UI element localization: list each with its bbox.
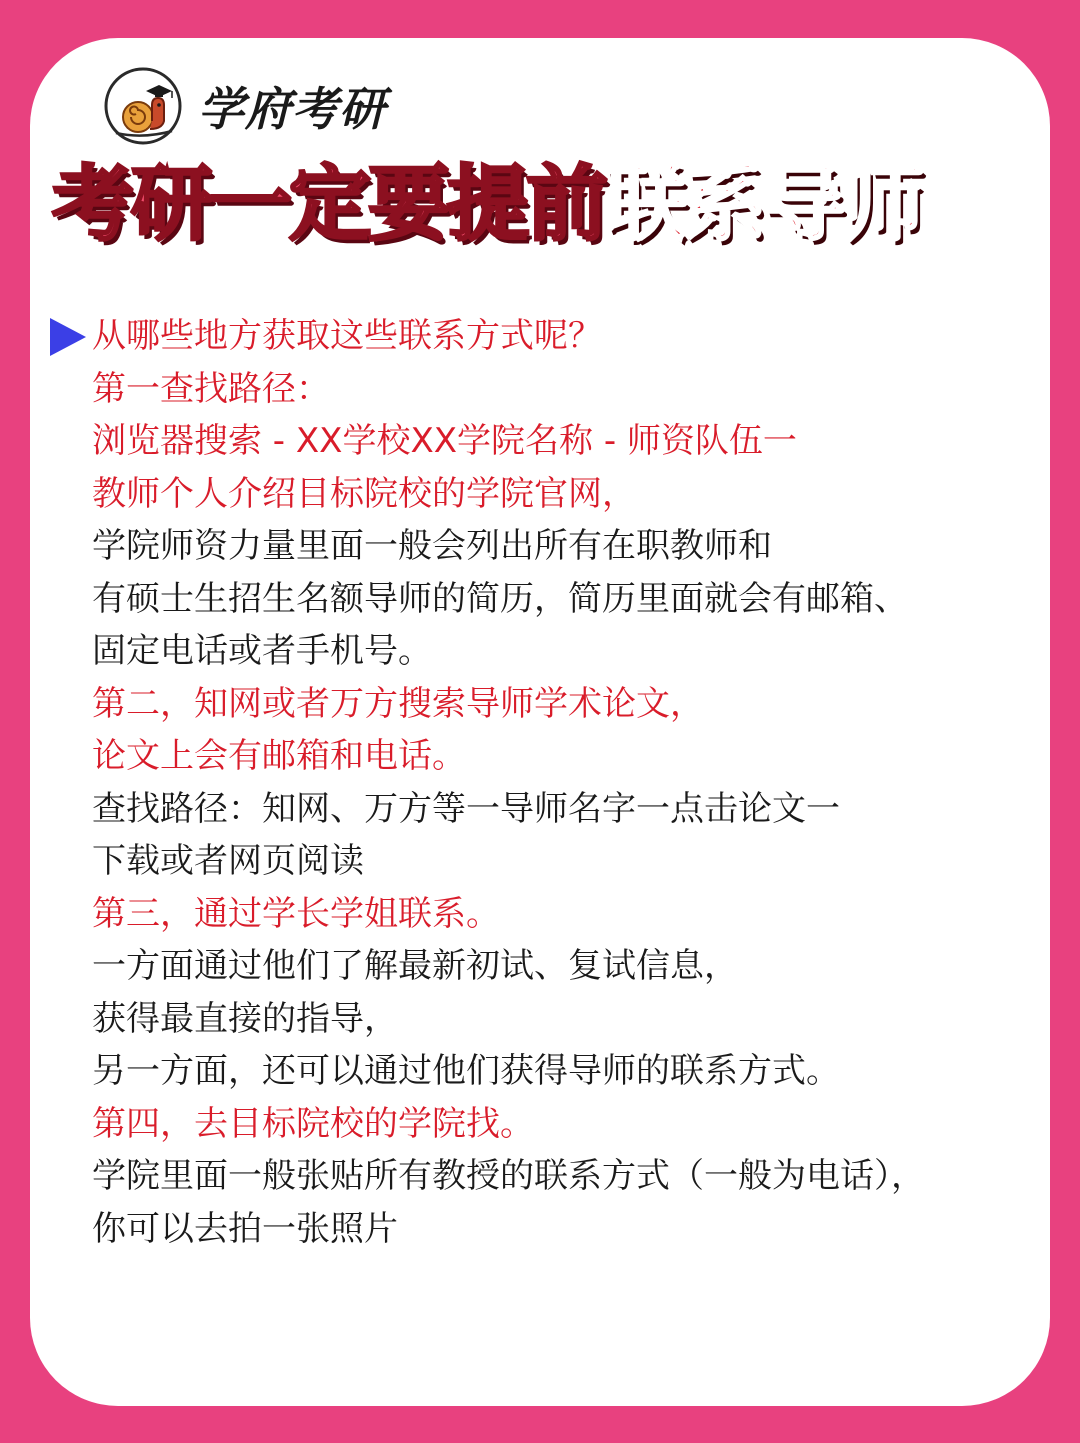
text-line: 获得最直接的指导，	[92, 998, 398, 1039]
text-line: 论文上会有邮箱和电话。	[92, 736, 466, 776]
text-line: 从哪些地方获取这些联系方式呢？	[92, 316, 602, 356]
text-line: 一方面通过他们了解最新初试、复试信息，	[92, 946, 738, 986]
page-title	[52, 150, 1042, 260]
brand-name: 学府考研	[198, 82, 386, 136]
text-line: 浏览器搜索 - XX学校XX学院名称 - 师资队伍一	[92, 421, 797, 461]
text-line: 固定电话或者手机号。	[92, 631, 432, 671]
snail-graduate-logo	[102, 65, 184, 147]
text-line: 第四，去目标院校的学院找。	[92, 1103, 534, 1144]
title-part-b: 联系导师	[605, 157, 922, 252]
triangle-bullet-icon	[50, 318, 86, 356]
brand-header	[102, 66, 386, 146]
text-line: 有硕士生招生名额导师的简历，简历里面就会有邮箱、	[92, 578, 908, 619]
text-line: 下载或者网页阅读	[92, 841, 364, 881]
title-part-a: 考研一定要提前	[52, 157, 606, 252]
article-body	[92, 310, 1022, 1255]
text-line: 第三，通过学长学姐联系。	[92, 893, 500, 934]
text-line: 另一方面，还可以通过他们获得导师的联系方式。	[92, 1051, 840, 1091]
text-line: 你可以去拍一张照片	[92, 1208, 398, 1249]
text-line: 查找路径：知网、万方等一导师名字一点击论文一	[92, 788, 840, 829]
text-line: 学院里面一般张贴所有教授的联系方式（一般为电话），	[92, 1156, 925, 1196]
text-line: 第一查找路径：	[92, 368, 330, 409]
text-line: 教师个人介绍目标院校的学院官网，	[92, 473, 636, 514]
text-line: 第二，知网或者万方搜索导师学术论文，	[92, 683, 704, 724]
text-line: 学院师资力量里面一般会列出所有在职教师和	[92, 526, 772, 566]
